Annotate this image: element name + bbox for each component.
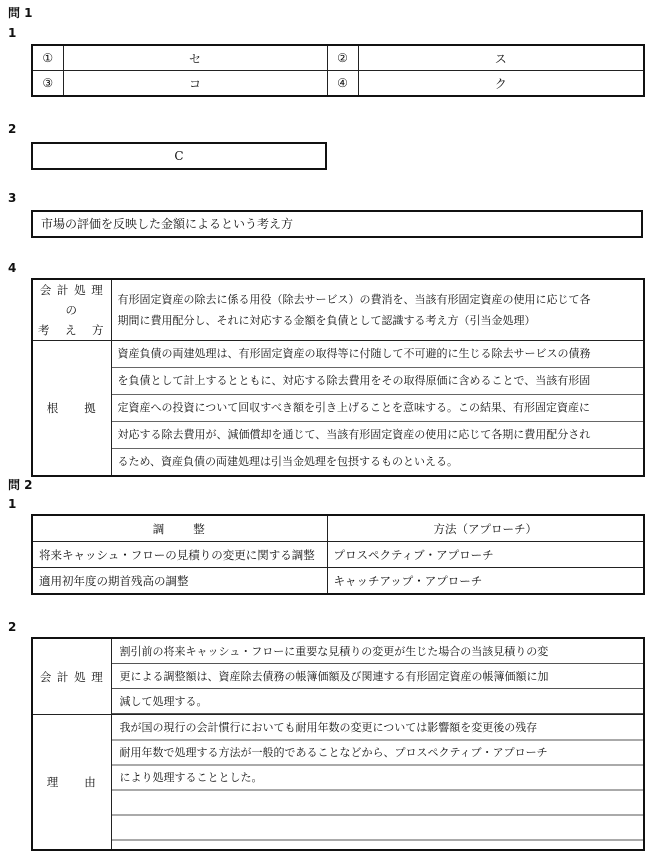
answer-line: 我が国の現行の会計慣行においても耐用年数の変更については影響額を変更後の残存 (119, 721, 538, 734)
answer-text-cell (111, 279, 644, 341)
q2-2-number: 2 (8, 620, 17, 634)
answer-line: 対応する除去費用が、減価償却を通じて、当該有形固定資産の使用に応じて各期に費用配分され (112, 422, 644, 449)
answer-cell: ク (358, 71, 644, 97)
q1-title: 問 1 (8, 6, 33, 20)
label-top: 会 計 処 理 の (39, 283, 104, 317)
table-cell: キャッチアップ・アプローチ (327, 568, 644, 595)
table-row (32, 45, 644, 71)
answer-line: 更による調整額は、資産除去債務の帳簿価額及び関連する有形固定資産の帳簿価額に加 (119, 670, 549, 683)
answer-line: 定資産への投資について回収すべき額を引き上げることを意味する。この結果、有形固定資産に (112, 395, 644, 422)
table-row (32, 515, 644, 542)
answer-line: 割引前の将来キャッシュ・フローに重要な見積りの変更が生じた場合の当該見積りの変 (119, 645, 549, 658)
column-header: 調 整 (32, 515, 327, 542)
table-row (32, 279, 644, 341)
q2-1-number: 1 (8, 497, 17, 511)
answer-line: 減して処理する。 (119, 695, 208, 708)
answer-mark: ③ (32, 71, 63, 97)
answer-mark: ④ (327, 71, 358, 97)
q1-4-number: 4 (8, 261, 17, 275)
answer-cell: コ (63, 71, 327, 97)
q1-1-answer-table (31, 44, 645, 97)
column-header: 方法（アプローチ） (327, 515, 644, 542)
answer-line: 期間に費用配分し、それに対応する金額を負債として認識する考え方（引当金処理） (117, 314, 536, 327)
label-cell: 理 由 (32, 715, 111, 851)
answer-cell: セ (63, 45, 327, 71)
q2-1-answer-table (31, 514, 645, 595)
answer-line: を負債として計上するとともに、対応する除去費用をその取得原価に含めることで、当該有形固 (112, 368, 644, 395)
table-row (32, 542, 644, 568)
label-cell: 根 拠 (32, 341, 111, 477)
table-row (32, 341, 644, 477)
q1-1-number: 1 (8, 26, 17, 40)
q1-2-answer-box: C (31, 142, 327, 170)
answer-text-cell (111, 715, 644, 851)
answer-line: により処理することとした。 (119, 771, 263, 784)
table-row (32, 638, 644, 715)
label-bottom: 考 え 方 (38, 323, 106, 337)
table-cell: 将来キャッシュ・フローの見積りの変更に関する調整 (32, 542, 327, 568)
answer-line: 有形固定資産の除去に係る用役（除去サービス）の費消を、当該有形固定資産の使用に応じて各 (117, 293, 591, 306)
table-row (32, 568, 644, 595)
answer-line: 耐用年数で処理する方法が一般的であることなどから、プロスペクティブ・アプローチ (119, 746, 548, 759)
table-row (32, 715, 644, 851)
table-cell: プロスペクティブ・アプローチ (327, 542, 644, 568)
q1-2-number: 2 (8, 122, 17, 136)
answer-line: るため、資産負債の両建処理は引当金処理を包摂するものといえる。 (117, 455, 459, 468)
answer-line: 資産負債の両建処理は、有形固定資産の取得等に付随して不可避的に生じる除去サービスの債務 (112, 341, 644, 368)
label-cell: 会 計 処 理 (32, 638, 111, 715)
q2-title: 問 2 (8, 478, 33, 492)
q1-3-answer-box: 市場の評価を反映した金額によるという考え方 (31, 210, 643, 238)
table-row (32, 71, 644, 97)
q1-4-answer-table (31, 278, 645, 477)
answer-mark: ① (32, 45, 63, 71)
answer-mark: ② (327, 45, 358, 71)
answer-cell: ス (358, 45, 644, 71)
label-cell (32, 279, 111, 341)
answer-text-cell (111, 341, 644, 477)
q2-2-answer-table (31, 637, 645, 851)
q1-3-number: 3 (8, 191, 17, 205)
answer-text-cell (111, 638, 644, 715)
table-cell: 適用初年度の期首残高の調整 (32, 568, 327, 595)
